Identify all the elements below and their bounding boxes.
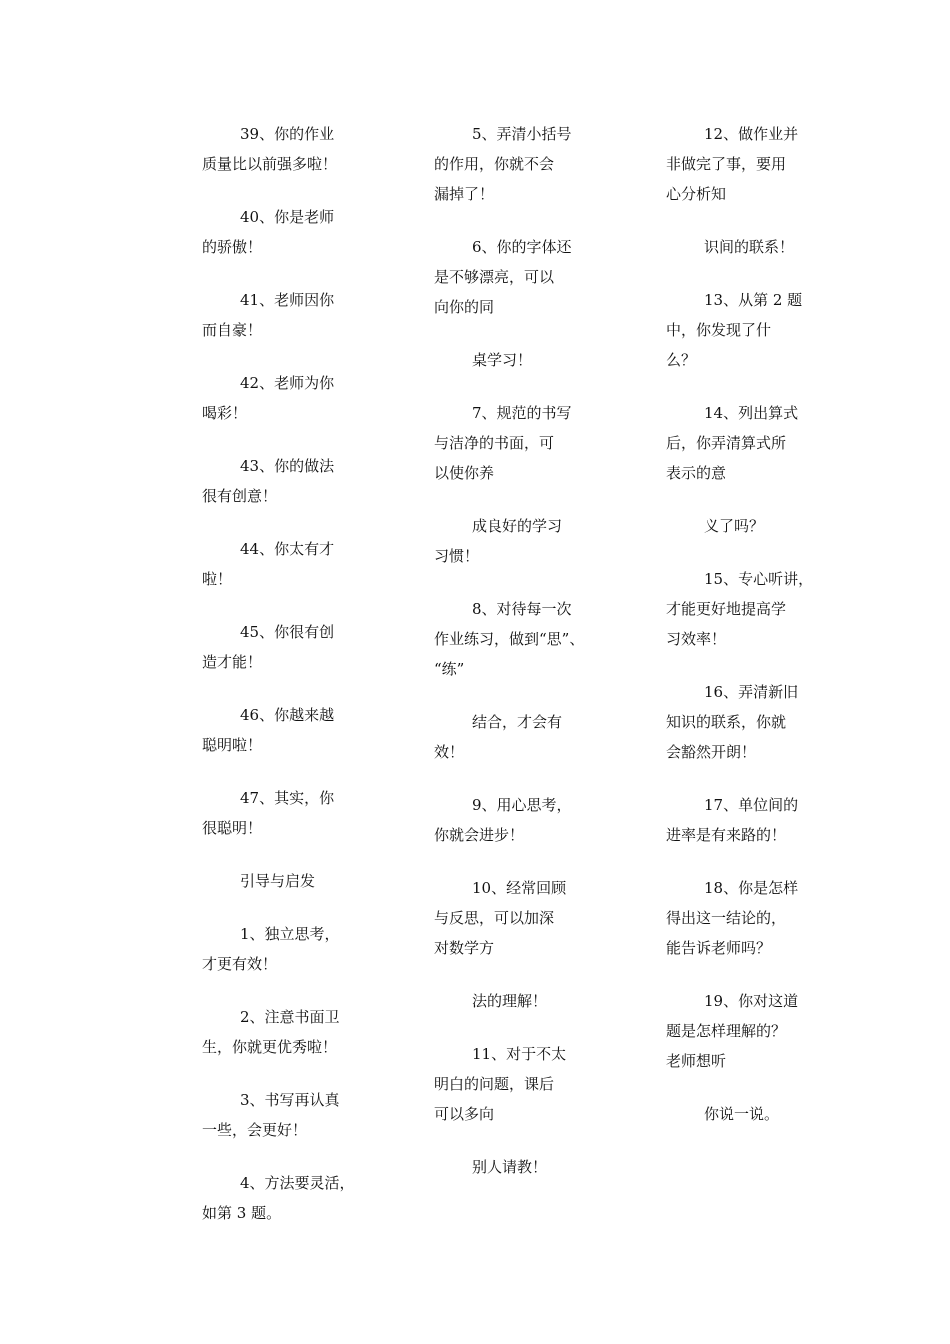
comment-paragraph: 15、专心听讲， 才能更好地提高学 习效率！ [666, 570, 814, 648]
comment-paragraph: 10、经常回顾 与反思，可以加深 对数学方 [434, 879, 567, 957]
comment-paragraph: 12、做作业并 非做完了事，要用 心分析知 [666, 125, 799, 203]
comment-paragraph: 法的理解！ [472, 992, 548, 1010]
comment-paragraph: 45、你很有创 造才能！ [202, 623, 335, 671]
text-column-3 [666, 119, 816, 1152]
comment-paragraph: 7、规范的书写 与洁净的书面，可 以使你养 [434, 404, 572, 482]
comment-paragraph: 14、列出算式 后，你弄清算式所 表示的意 [666, 404, 799, 482]
comment-paragraph: 44、你太有才 啦！ [202, 540, 335, 588]
comment-paragraph: 识间的联系！ [704, 238, 795, 256]
comment-paragraph: 结合，才会有 效！ [434, 713, 563, 761]
comment-paragraph: 40、你是老师 的骄傲！ [202, 208, 335, 256]
comment-paragraph: 41、老师因你 而自豪！ [202, 291, 335, 339]
comment-paragraph: 3、书写再认真 一些，会更好！ [202, 1091, 340, 1139]
section-heading: 引导与启发 [240, 872, 316, 890]
comment-paragraph: 11、对于不太 明白的问题，课后 可以多向 [434, 1045, 567, 1123]
comment-paragraph: 8、对待每一次 作业练习，做到“思”、 “练” [434, 600, 585, 678]
comment-paragraph: 17、单位间的 进率是有来路的！ [666, 796, 799, 844]
comment-paragraph: 19、你对这道 题是怎样理解的？ 老师想听 [666, 992, 799, 1070]
comment-paragraph: 47、其实，你 很聪明！ [202, 789, 335, 837]
comment-paragraph: 43、你的做法 很有创意！ [202, 457, 335, 505]
comment-paragraph: 5、弄清小括号 的作用，你就不会 漏掉了！ [434, 125, 572, 203]
comment-paragraph: 成良好的学习 习惯！ [434, 517, 563, 565]
comment-paragraph: 6、你的字体还 是不够漂亮，可以 向你的同 [434, 238, 572, 316]
comment-paragraph: 义了吗？ [704, 517, 765, 535]
text-column-2 [434, 119, 594, 1205]
comment-paragraph: 16、弄清新旧 知识的联系，你就 会豁然开朗！ [666, 683, 799, 761]
comment-paragraph: 42、老师为你 喝彩！ [202, 374, 335, 422]
comment-paragraph: 46、你越来越 聪明啦！ [202, 706, 335, 754]
comment-paragraph: 39、你的作业 质量比以前强多啦！ [202, 125, 338, 173]
text-column-1 [202, 119, 372, 1251]
comment-paragraph: 2、注意书面卫 生，你就更优秀啦！ [202, 1008, 340, 1056]
comment-paragraph: 4、方法要灵活， 如第 3 题。 [202, 1174, 355, 1222]
comment-paragraph: 18、你是怎样 得出这一结论的， 能告诉老师吗？ [666, 879, 799, 957]
comment-paragraph: 1、独立思考， 才更有效！ [202, 925, 340, 973]
comment-paragraph: 别人请教！ [472, 1158, 548, 1176]
comment-paragraph: 9、用心思考， 你就会进步！ [434, 796, 572, 844]
comment-paragraph: 你说一说。 [704, 1105, 780, 1123]
comment-paragraph: 桌学习！ [472, 351, 533, 369]
comment-paragraph: 13、从第 2 题 中，你发现了什 么？ [666, 291, 803, 369]
